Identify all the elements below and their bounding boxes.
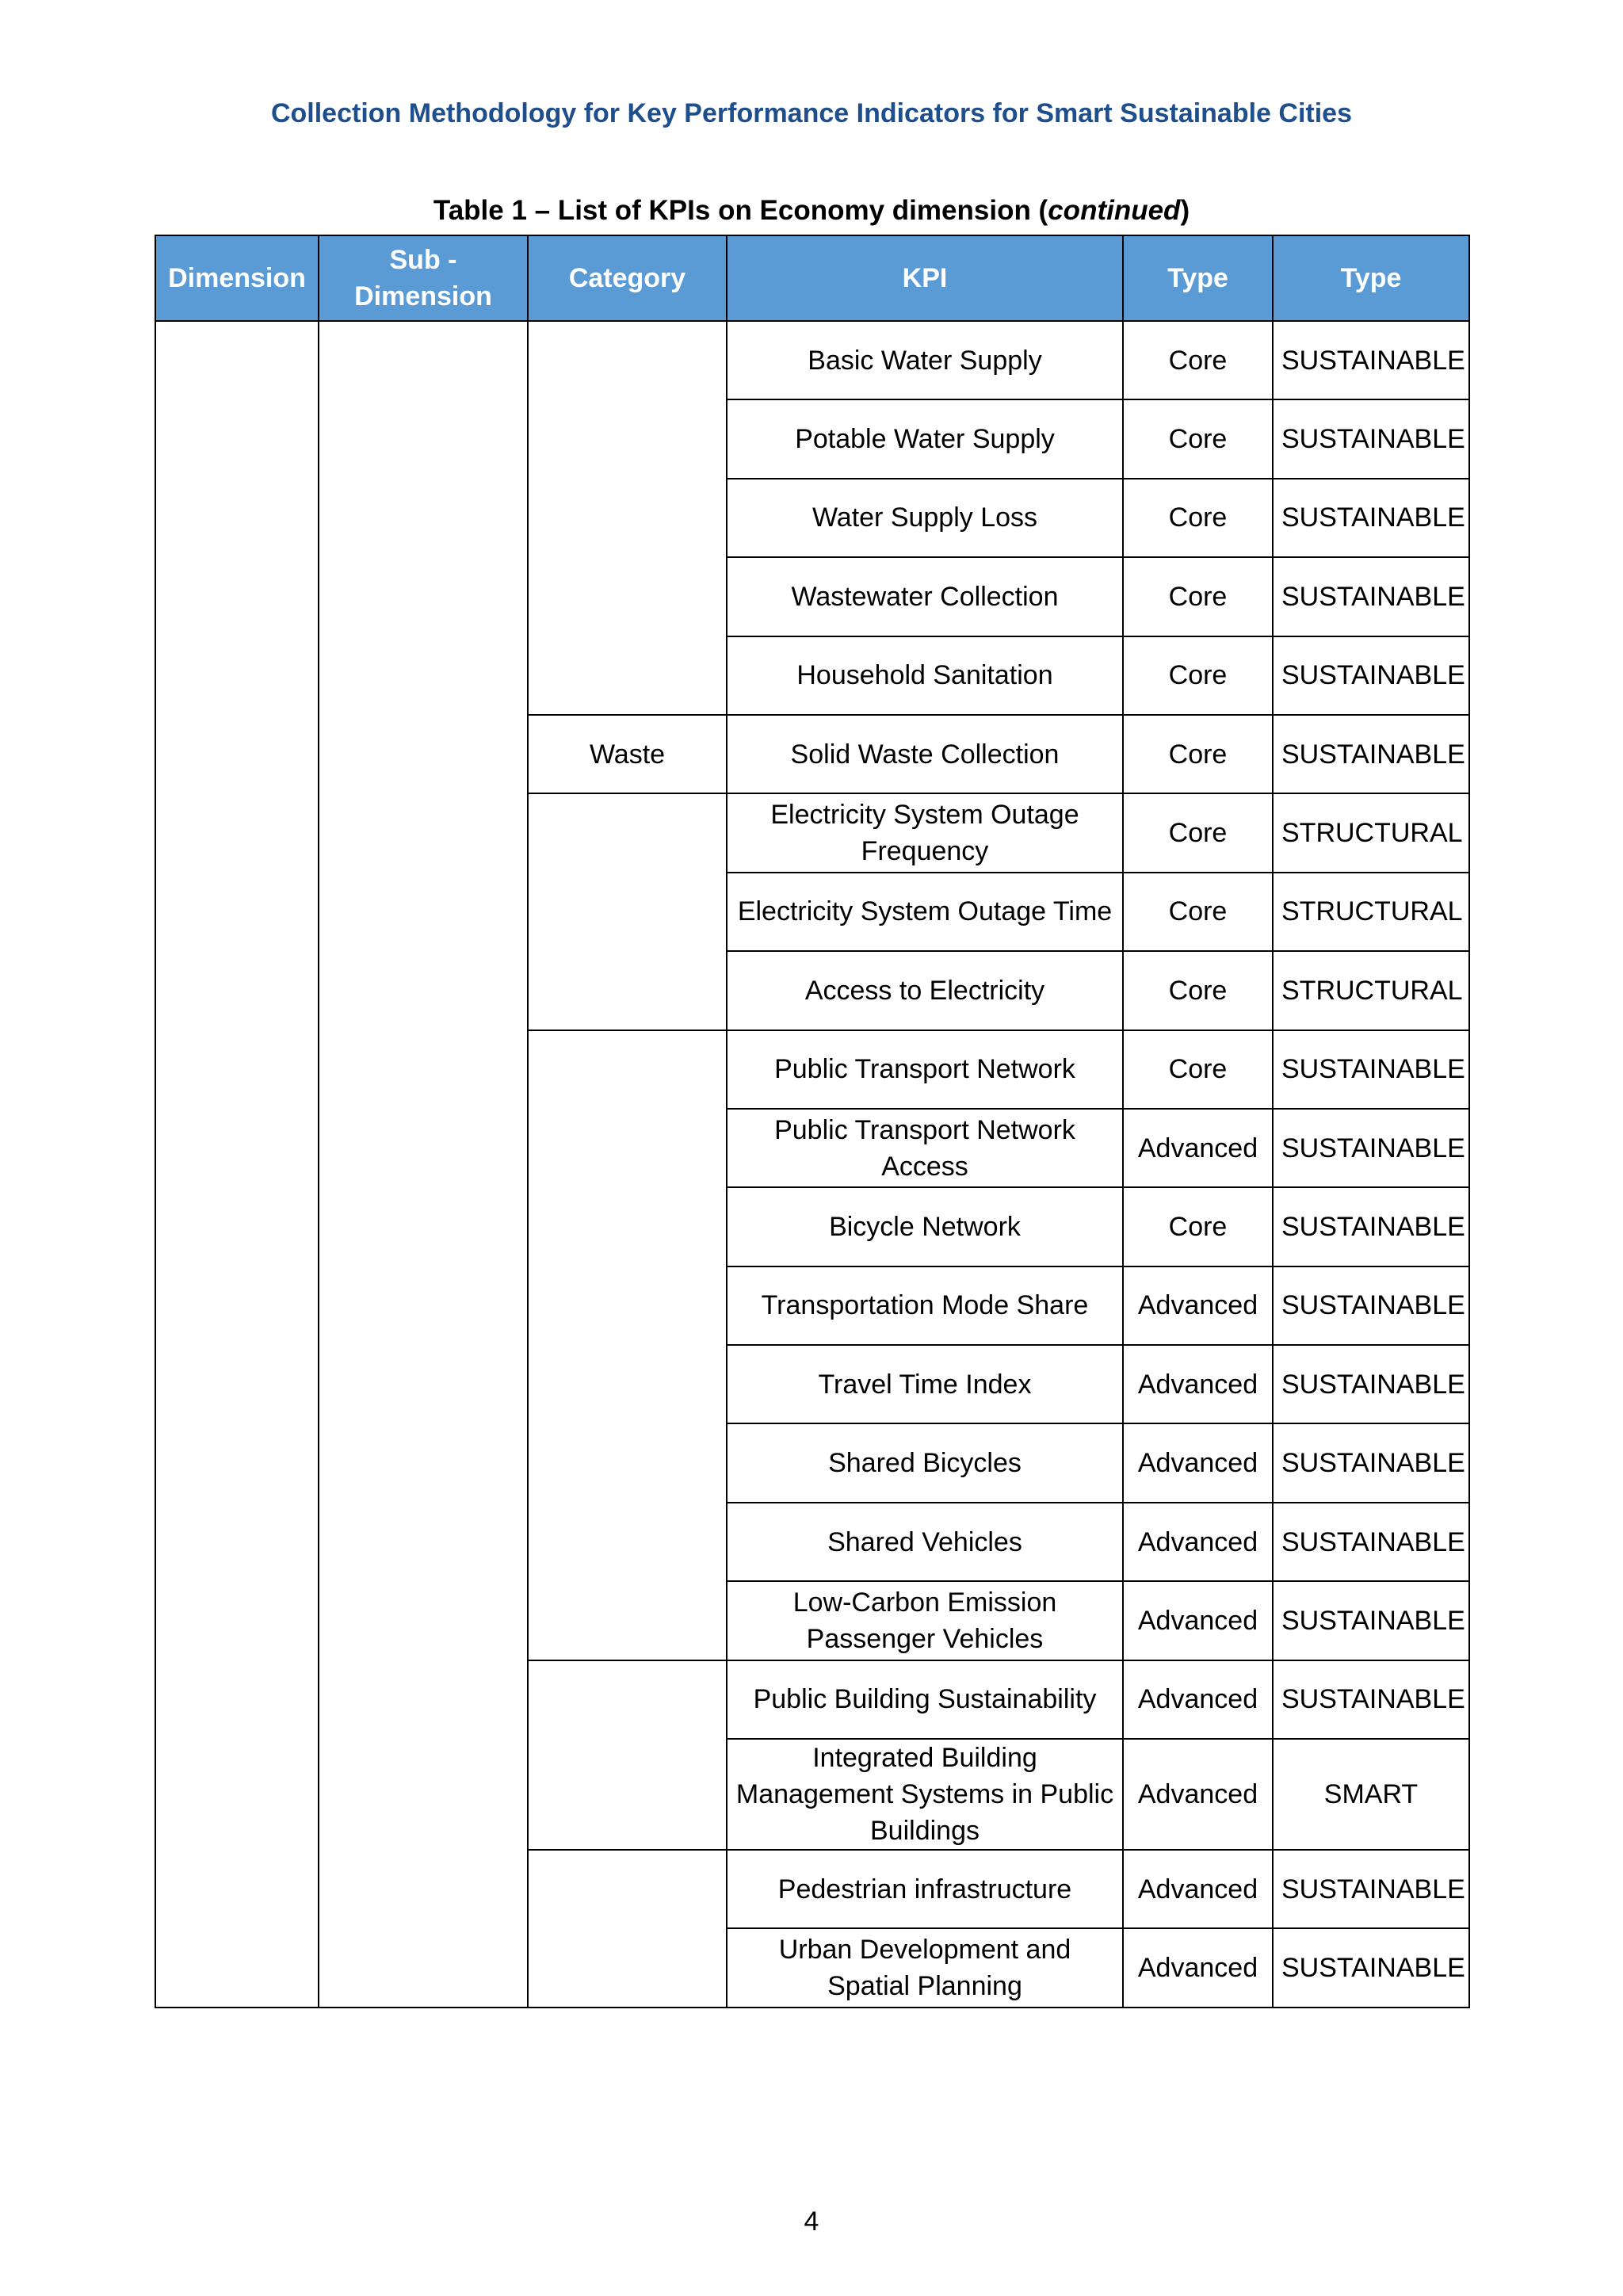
kpi-table — [155, 235, 1470, 2008]
type2-cell: SUSTAINABLE — [1273, 1423, 1469, 1502]
kpi-cell: Water Supply Loss — [727, 479, 1123, 557]
type2-cell: SUSTAINABLE — [1273, 1503, 1469, 1581]
header-kpi: KPI — [727, 235, 1123, 321]
kpi-cell: Basic Water Supply — [727, 321, 1123, 399]
kpi-cell: Electricity System Outage Time — [727, 873, 1123, 951]
type-cell: Advanced — [1123, 1503, 1273, 1581]
type2-cell: STRUCTURAL — [1273, 951, 1469, 1030]
kpi-cell: Integrated Building Management Systems in Public Buildings — [727, 1739, 1123, 1850]
type-cell: Core — [1123, 557, 1273, 636]
type-cell: Core — [1123, 636, 1273, 715]
type-cell: Advanced — [1123, 1423, 1273, 1502]
type2-cell: SUSTAINABLE — [1273, 321, 1469, 399]
kpi-cell: Shared Vehicles — [727, 1503, 1123, 1581]
kpi-cell: Household Sanitation — [727, 636, 1123, 715]
type-cell: Advanced — [1123, 1928, 1273, 2007]
kpi-cell: Public Transport Network Access — [727, 1109, 1123, 1187]
type2-cell: SUSTAINABLE — [1273, 1266, 1469, 1345]
table-row — [155, 321, 1469, 399]
type-cell: Core — [1123, 1030, 1273, 1109]
kpi-cell: Urban Development and Spatial Planning — [727, 1928, 1123, 2007]
type-cell: Core — [1123, 873, 1273, 951]
caption-italic: continued — [1048, 195, 1181, 226]
category-cell-transport — [528, 1030, 727, 1660]
kpi-cell: Shared Bicycles — [727, 1423, 1123, 1502]
type-cell: Advanced — [1123, 1266, 1273, 1345]
type-cell: Advanced — [1123, 1345, 1273, 1423]
category-cell-waste: Waste — [528, 715, 727, 793]
caption-close: ) — [1180, 195, 1190, 226]
type-cell: Core — [1123, 1187, 1273, 1266]
header-type-2: Type — [1273, 235, 1469, 321]
kpi-cell: Pedestrian infrastructure — [727, 1850, 1123, 1928]
category-cell-energy — [528, 793, 727, 1030]
category-cell-water — [528, 321, 727, 715]
kpi-cell: Low-Carbon Emission Passenger Vehicles — [727, 1581, 1123, 1660]
kpi-cell: Electricity System Outage Frequency — [727, 793, 1123, 872]
header-dimension: Dimension — [155, 235, 319, 321]
type-cell: Core — [1123, 321, 1273, 399]
page-number: 4 — [804, 2206, 819, 2237]
type-cell: Advanced — [1123, 1739, 1273, 1850]
kpi-cell: Transportation Mode Share — [727, 1266, 1123, 1345]
kpi-cell: Access to Electricity — [727, 951, 1123, 1030]
category-cell-buildings — [528, 1660, 727, 1850]
type2-cell: SUSTAINABLE — [1273, 1187, 1469, 1266]
type-cell: Core — [1123, 793, 1273, 872]
table-header-row — [155, 235, 1469, 321]
kpi-cell: Public Building Sustainability — [727, 1660, 1123, 1739]
type-cell: Core — [1123, 399, 1273, 478]
type-cell: Advanced — [1123, 1850, 1273, 1928]
type2-cell: SUSTAINABLE — [1273, 636, 1469, 715]
type2-cell: SUSTAINABLE — [1273, 715, 1469, 793]
type-cell: Core — [1123, 479, 1273, 557]
kpi-cell: Bicycle Network — [727, 1187, 1123, 1266]
header-sub-dimension: Sub - Dimension — [319, 235, 528, 321]
type2-cell: SUSTAINABLE — [1273, 1581, 1469, 1660]
type2-cell: SUSTAINABLE — [1273, 479, 1469, 557]
sub-dimension-cell — [319, 321, 528, 2008]
type2-cell: STRUCTURAL — [1273, 873, 1469, 951]
type-cell: Core — [1123, 715, 1273, 793]
type-cell: Advanced — [1123, 1581, 1273, 1660]
type-cell: Advanced — [1123, 1660, 1273, 1739]
dimension-cell — [155, 321, 319, 2008]
category-cell-urban-planning — [528, 1850, 727, 2008]
type2-cell: STRUCTURAL — [1273, 793, 1469, 872]
type2-cell: SUSTAINABLE — [1273, 1850, 1469, 1928]
kpi-cell: Potable Water Supply — [727, 399, 1123, 478]
caption-main: Table 1 – List of KPIs on Economy dimension ( — [433, 195, 1048, 226]
type-cell: Core — [1123, 951, 1273, 1030]
type2-cell: SUSTAINABLE — [1273, 1928, 1469, 2007]
kpi-cell: Public Transport Network — [727, 1030, 1123, 1109]
kpi-cell: Wastewater Collection — [727, 557, 1123, 636]
type2-cell: SUSTAINABLE — [1273, 1660, 1469, 1739]
header-type: Type — [1123, 235, 1273, 321]
header-category: Category — [528, 235, 727, 321]
type2-cell: SMART — [1273, 1739, 1469, 1850]
table-caption — [0, 195, 1623, 227]
type2-cell: SUSTAINABLE — [1273, 557, 1469, 636]
type2-cell: SUSTAINABLE — [1273, 1345, 1469, 1423]
type2-cell: SUSTAINABLE — [1273, 399, 1469, 478]
type-cell: Advanced — [1123, 1109, 1273, 1187]
type2-cell: SUSTAINABLE — [1273, 1109, 1469, 1187]
document-header-title: Collection Methodology for Key Performance Indicators for Smart Sustainable Cities — [270, 98, 1353, 128]
type2-cell: SUSTAINABLE — [1273, 1030, 1469, 1109]
kpi-cell: Solid Waste Collection — [727, 715, 1123, 793]
kpi-cell: Travel Time Index — [727, 1345, 1123, 1423]
